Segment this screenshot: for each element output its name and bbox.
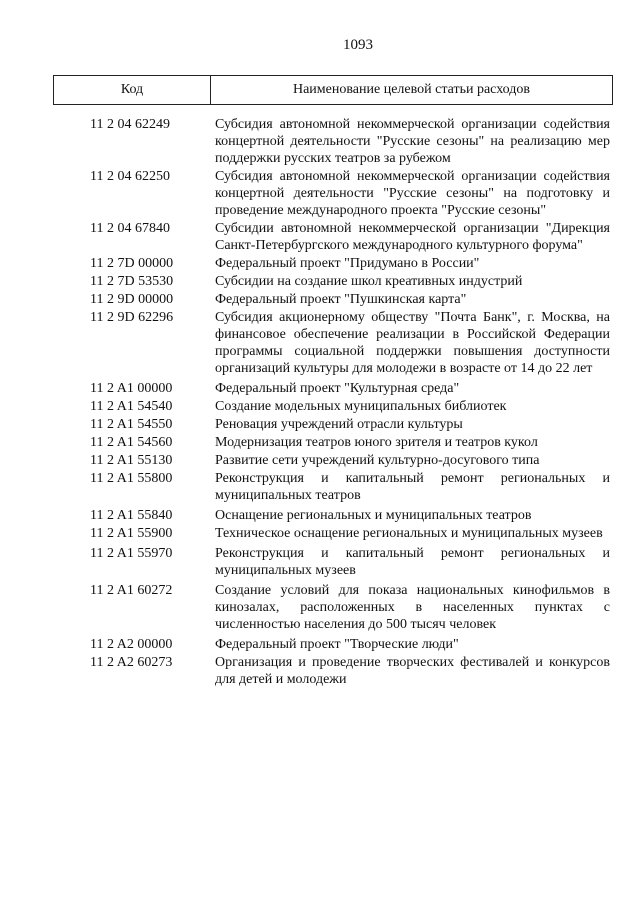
table-row [0, 434, 640, 451]
row-name: Модернизация театров юного зрителя и театров кукол [215, 435, 538, 450]
header-name-column: Наименование целевой статьи расходов [292, 82, 531, 97]
row-name: Субсидии автономной некоммерческой организации "Дирекция Санкт-Петербургского международного культурного форума" [215, 221, 610, 253]
table-row [0, 452, 640, 469]
table-row [0, 545, 640, 579]
row-name: Организация и проведение творческих фестивалей и конкурсов для детей и молодежи [215, 655, 610, 687]
row-code: 11 2 A1 60272 [90, 583, 173, 598]
row-code: 11 2 A1 55900 [90, 526, 173, 541]
header-code-column: Код [54, 76, 211, 104]
row-name: Реконструкция и капитальный ремонт региональных и муниципальных театров [215, 471, 610, 503]
row-name: Субсидия автономной некоммерческой организации содействия концертной деятельности "Русские сезоны" на реализацию мер поддержки русских театров за рубежом [215, 117, 610, 166]
row-name: Федеральный проект "Творческие люди" [215, 637, 459, 652]
row-name: Реконструкция и капитальный ремонт региональных и муниципальных музеев [215, 546, 610, 578]
row-code: 11 2 A1 55840 [90, 508, 173, 523]
row-code: 11 2 A1 54540 [90, 399, 173, 414]
row-code: 11 2 A2 00000 [90, 637, 173, 652]
table-row [0, 470, 640, 504]
row-code: 11 2 A1 00000 [90, 381, 173, 396]
row-code: 11 2 7D 53530 [90, 274, 174, 289]
table-row [0, 416, 640, 433]
row-code: 11 2 7D 00000 [90, 256, 174, 271]
table-row [0, 220, 640, 254]
table-header [53, 75, 613, 105]
row-name: Создание условий для показа национальных кинофильмов в кинозалах, расположенных в населенных пунктах с численностью населения до 500 тысяч человек [215, 583, 610, 632]
row-name: Реновация учреждений отрасли культуры [215, 417, 463, 432]
row-name: Субсидия автономной некоммерческой организации содействия концертной деятельности "Русские сезоны" на подготовку и проведение международного проекта "Русские сезоны" [215, 169, 610, 218]
row-code: 11 2 9D 00000 [90, 292, 174, 307]
table-row [0, 168, 640, 219]
row-code: 11 2 04 62250 [90, 169, 170, 184]
row-code: 11 2 A2 60273 [90, 655, 173, 670]
row-name: Техническое оснащение региональных и муниципальных музеев [215, 526, 603, 541]
table-row [0, 654, 640, 688]
row-code: 11 2 A1 55130 [90, 453, 173, 468]
row-name: Федеральный проект "Культурная среда" [215, 381, 460, 396]
row-code: 11 2 A1 55970 [90, 546, 173, 561]
row-code: 11 2 9D 62296 [90, 310, 174, 325]
table-row [0, 525, 640, 542]
budget-items-list [0, 116, 640, 689]
row-name: Создание модельных муниципальных библиотек [215, 399, 507, 414]
table-row [0, 255, 640, 272]
row-code: 11 2 04 67840 [90, 221, 170, 236]
row-name: Развитие сети учреждений культурно-досугового типа [215, 453, 540, 468]
table-row [0, 582, 640, 633]
table-row [0, 273, 640, 290]
page-number: 1093 [343, 37, 373, 53]
row-name: Федеральный проект "Пушкинская карта" [215, 292, 467, 307]
table-row [0, 116, 640, 167]
table-row [0, 636, 640, 653]
row-name: Субсидии на создание школ креативных индустрий [215, 274, 523, 289]
row-name: Субсидия акционерному обществу "Почта Банк", г. Москва, на финансовое обеспечение реализации в Российской Федерации программы социальной поддержки повышения доступности организаций культуры для молодежи в возрасте от 14 до 22 лет [215, 310, 610, 376]
row-name: Оснащение региональных и муниципальных театров [215, 508, 532, 523]
table-row [0, 398, 640, 415]
table-row [0, 309, 640, 377]
table-row [0, 507, 640, 524]
table-row [0, 291, 640, 308]
table-row [0, 380, 640, 397]
row-code: 11 2 A1 54550 [90, 417, 173, 432]
row-code: 11 2 A1 55800 [90, 471, 173, 486]
row-code: 11 2 A1 54560 [90, 435, 173, 450]
row-code: 11 2 04 62249 [90, 117, 170, 132]
row-name: Федеральный проект "Придумано в России" [215, 256, 480, 271]
